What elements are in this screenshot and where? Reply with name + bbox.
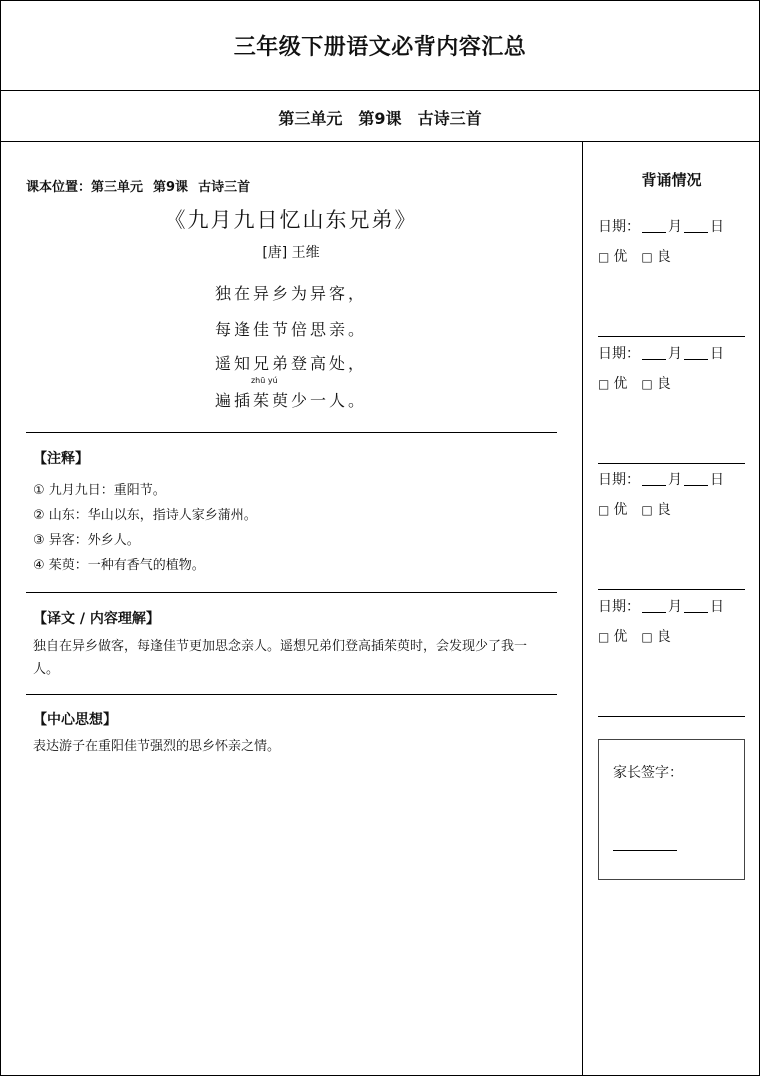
poem-author: [唐] 王维 [262, 245, 320, 261]
pinyin: zhū yú [250, 376, 278, 385]
recitation-title: 背诵情况 [641, 171, 702, 189]
note-item: ① 九月九日：重阳节。 [33, 483, 166, 498]
pinyin-annotation: zhū yú 茱萸 [250, 376, 291, 410]
signature-label: 家长签字： [613, 765, 683, 781]
poem-line: 独在异乡为异客， [214, 284, 367, 303]
checkbox-good[interactable]: □ [641, 503, 653, 517]
day-blank[interactable] [684, 598, 708, 613]
column-divider [582, 141, 583, 1076]
date-field: 日期： 月 日 [598, 472, 724, 488]
grade-options: □ 优 □ 良 [598, 629, 671, 645]
divider [0, 90, 760, 91]
month-blank[interactable] [642, 598, 666, 613]
translation-text: 独自在异乡做客，每逢佳节更加思念亲人。遥想兄弟们登高插茱萸时，会发现少了我一人。 [33, 639, 528, 677]
checkbox-good[interactable]: □ [641, 250, 653, 264]
month-blank[interactable] [642, 345, 666, 360]
lesson-subtitle [0, 106, 760, 129]
lesson-label: 第9课 [358, 109, 402, 128]
date-field: 日期： 月 日 [598, 346, 724, 362]
section-divider [26, 694, 557, 695]
theme-text: 表达游子在重阳佳节强烈的思乡怀亲之情。 [33, 739, 281, 754]
poem-title: 《九月九日忆山东兄弟》 [164, 208, 418, 232]
translation-heading: 【译文 / 内容理解】 [33, 611, 160, 627]
divider [0, 141, 760, 142]
poem-line: 每逢佳节倍思亲。 [214, 320, 367, 339]
date-field: 日期： 月 日 [598, 219, 724, 235]
record-divider [598, 336, 745, 337]
grade-options: □ 优 □ 良 [598, 502, 671, 518]
checkbox-good[interactable]: □ [641, 377, 653, 391]
notes-heading: 【注释】 [33, 451, 89, 467]
day-blank[interactable] [684, 218, 708, 233]
section-divider [26, 432, 557, 433]
textbook-location: 课本位置：第三单元 第9课 古诗三首 [26, 180, 251, 195]
note-item: ④ 茱萸：一种有香气的植物。 [33, 558, 205, 573]
date-field: 日期： 月 日 [598, 599, 724, 615]
note-item: ③ 异客：外乡人。 [33, 533, 140, 548]
signature-line[interactable] [613, 850, 677, 851]
poem-line: 遍插 zhū yú 茱萸少一人。 [214, 376, 368, 410]
topic-label: 古诗三首 [417, 109, 482, 128]
section-divider [26, 592, 557, 593]
checkbox-excellent[interactable]: □ [598, 377, 610, 391]
theme-heading: 【中心思想】 [33, 712, 117, 728]
day-blank[interactable] [684, 345, 708, 360]
unit-label: 第三单元 [278, 109, 343, 128]
page-title: 三年级下册语文必背内容汇总 [233, 35, 527, 60]
month-blank[interactable] [642, 471, 666, 486]
poem-line: 遥知兄弟登高处， [214, 354, 367, 373]
checkbox-good[interactable]: □ [641, 630, 653, 644]
month-blank[interactable] [642, 218, 666, 233]
day-blank[interactable] [684, 471, 708, 486]
record-divider [598, 463, 745, 464]
parent-signature-box [598, 739, 745, 880]
checkbox-excellent[interactable]: □ [598, 630, 610, 644]
checkbox-excellent[interactable]: □ [598, 250, 610, 264]
checkbox-excellent[interactable]: □ [598, 503, 610, 517]
grade-options: □ 优 □ 良 [598, 249, 671, 265]
grade-options: □ 优 □ 良 [598, 376, 671, 392]
record-divider [598, 716, 745, 717]
note-item: ② 山东：华山以东，指诗人家乡蒲州。 [33, 508, 257, 523]
record-divider [598, 589, 745, 590]
